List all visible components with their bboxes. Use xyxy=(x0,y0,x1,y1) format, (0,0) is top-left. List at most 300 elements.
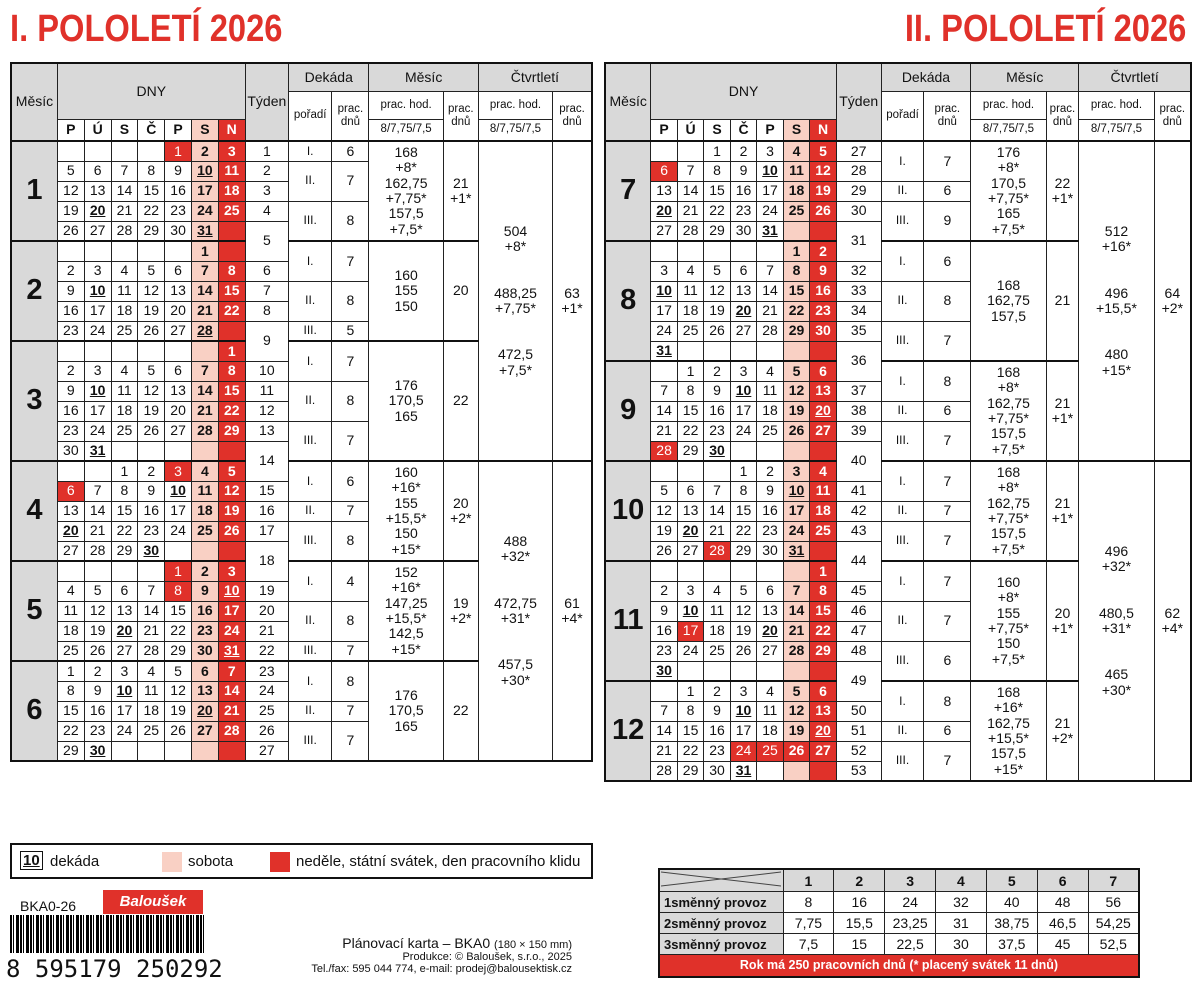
shift-value: 31 xyxy=(936,913,987,934)
day-cell xyxy=(783,661,809,681)
month-hours: 160 +16* 155 +15,5* 150 +15* xyxy=(369,461,443,561)
day-cell: 12 xyxy=(165,681,192,701)
day-cell: 6 xyxy=(677,481,703,501)
day-cell: 22 xyxy=(218,401,245,421)
day-cell: 18 xyxy=(757,401,783,421)
day-cell: 26 xyxy=(138,421,165,441)
day-cell xyxy=(138,341,165,361)
day-cell: 13 xyxy=(57,501,84,521)
day-cell: 12 xyxy=(84,601,111,621)
day-cell: 11 xyxy=(810,481,837,501)
dekada-days: 5 xyxy=(332,321,369,341)
shift-header-corner xyxy=(659,869,783,892)
day-cell: 23 xyxy=(757,521,783,541)
day-cell: 7 xyxy=(111,161,138,181)
shift-table xyxy=(658,868,1140,978)
day-cell xyxy=(783,341,809,361)
day-cell: 13 xyxy=(651,181,677,201)
day-cell: 31 xyxy=(651,341,677,361)
day-cell: 27 xyxy=(165,321,192,341)
month-days: 21 +2* xyxy=(1046,681,1079,781)
legend-dekada-label: dekáda xyxy=(50,853,100,870)
day-cell: 15 xyxy=(677,721,703,741)
day-cell: 16 xyxy=(730,181,756,201)
day-cell: 1 xyxy=(677,681,703,701)
day-cell: 14 xyxy=(138,601,165,621)
day-label: S xyxy=(783,119,809,141)
dekada-days: 8 xyxy=(924,681,971,721)
day-cell: 15 xyxy=(165,601,192,621)
barcode-icon xyxy=(10,915,206,953)
day-cell: 22 xyxy=(704,201,730,221)
day-cell: 27 xyxy=(757,641,783,661)
legend-sunday-label: neděle, státní svátek, den pracovního klidu xyxy=(296,853,581,870)
day-cell: 19 xyxy=(783,401,809,421)
day-cell: 12 xyxy=(704,281,730,301)
quarter-hours: 512 +16* 496 +15,5* 480 +15* xyxy=(1079,141,1154,461)
day-cell: 24 xyxy=(111,721,138,741)
dekada-days: 6 xyxy=(924,181,971,201)
day-cell: 30 xyxy=(730,221,756,241)
day-cell: 27 xyxy=(57,541,84,561)
dekada-days: 7 xyxy=(332,721,369,761)
day-cell: 4 xyxy=(111,361,138,381)
day-cell xyxy=(111,241,138,261)
day-cell: 12 xyxy=(810,161,837,181)
day-cell: 22 xyxy=(677,741,703,761)
day-cell: 11 xyxy=(677,281,703,301)
week-number: 47 xyxy=(836,621,881,641)
day-cell: 8 xyxy=(111,481,138,501)
day-cell: 14 xyxy=(84,501,111,521)
day-cell xyxy=(111,741,138,761)
day-cell xyxy=(651,461,677,481)
day-cell: 23 xyxy=(704,421,730,441)
day-cell: 11 xyxy=(57,601,84,621)
day-cell xyxy=(165,541,192,561)
week-number: 13 xyxy=(245,421,288,441)
day-cell: 11 xyxy=(111,281,138,301)
dekada-order: III. xyxy=(881,521,924,561)
dekada-days: 8 xyxy=(332,521,369,561)
day-cell: 12 xyxy=(730,601,756,621)
dekada-days: 9 xyxy=(924,201,971,241)
day-cell: 17 xyxy=(783,501,809,521)
week-number: 16 xyxy=(245,501,288,521)
day-cell: 10 xyxy=(677,601,703,621)
day-cell: 24 xyxy=(757,201,783,221)
day-cell xyxy=(783,561,809,581)
day-cell: 29 xyxy=(111,541,138,561)
week-number: 46 xyxy=(836,601,881,621)
day-label: P xyxy=(165,119,192,141)
day-cell: 14 xyxy=(677,181,703,201)
month-days: 20 +2* xyxy=(443,461,478,561)
day-cell: 16 xyxy=(138,501,165,521)
day-cell: 4 xyxy=(111,261,138,281)
day-cell xyxy=(138,561,165,581)
legend-sunday-swatch xyxy=(270,852,290,872)
day-cell: 1 xyxy=(191,241,218,261)
day-cell: 24 xyxy=(730,421,756,441)
day-cell: 8 xyxy=(218,361,245,381)
day-label: P xyxy=(757,119,783,141)
day-cell: 25 xyxy=(111,421,138,441)
day-cell: 23 xyxy=(730,201,756,221)
day-cell: 28 xyxy=(218,721,245,741)
month-hours: 160 155 150 xyxy=(369,241,443,341)
day-cell: 28 xyxy=(677,221,703,241)
day-cell: 30 xyxy=(757,541,783,561)
day-cell: 14 xyxy=(651,401,677,421)
day-cell: 20 xyxy=(757,621,783,641)
day-cell: 13 xyxy=(677,501,703,521)
day-label: Ú xyxy=(677,119,703,141)
dekada-days: 8 xyxy=(332,201,369,241)
dekada-order: I. xyxy=(289,241,332,281)
day-cell: 21 xyxy=(651,741,677,761)
day-cell xyxy=(84,341,111,361)
day-cell xyxy=(138,441,165,461)
day-cell xyxy=(704,341,730,361)
day-cell: 26 xyxy=(57,221,84,241)
month-number: 12 xyxy=(605,681,651,781)
day-cell: 5 xyxy=(651,481,677,501)
day-cell: 21 xyxy=(677,201,703,221)
week-number: 18 xyxy=(245,541,288,581)
dekada-days: 7 xyxy=(332,421,369,461)
month-number: 5 xyxy=(11,561,57,661)
day-cell: 9 xyxy=(165,161,192,181)
week-number: 17 xyxy=(245,521,288,541)
calendar-first-half xyxy=(10,62,593,762)
day-cell: 11 xyxy=(111,381,138,401)
week-number: 26 xyxy=(245,721,288,741)
day-cell: 16 xyxy=(165,181,192,201)
day-cell: 3 xyxy=(218,561,245,581)
day-cell xyxy=(677,241,703,261)
day-cell: 1 xyxy=(810,561,837,581)
month-number: 4 xyxy=(11,461,57,561)
day-cell: 7 xyxy=(651,701,677,721)
day-cell: 8 xyxy=(165,581,192,601)
dekada-order: II. xyxy=(881,401,924,421)
header-mesic-col: Měsíc xyxy=(971,63,1079,91)
quarter-hours: 504 +8* 488,25 +7,75* 472,5 +7,5* xyxy=(478,141,552,461)
dekada-order: III. xyxy=(881,641,924,681)
day-cell: 23 xyxy=(810,301,837,321)
day-cell xyxy=(191,541,218,561)
day-cell: 20 xyxy=(165,301,192,321)
week-number: 2 xyxy=(245,161,288,181)
dekada-order: I. xyxy=(881,361,924,401)
dekada-days: 6 xyxy=(924,401,971,421)
dekada-order: II. xyxy=(881,601,924,641)
week-number: 53 xyxy=(836,761,881,781)
dekada-days: 8 xyxy=(332,381,369,421)
day-cell: 5 xyxy=(730,581,756,601)
day-cell: 19 xyxy=(84,621,111,641)
dekada-days: 8 xyxy=(924,361,971,401)
day-cell: 12 xyxy=(783,701,809,721)
dekada-order: I. xyxy=(881,461,924,501)
day-cell: 26 xyxy=(783,421,809,441)
quarter-days: 63 +1* xyxy=(553,141,592,461)
day-cell xyxy=(757,661,783,681)
day-cell: 6 xyxy=(810,681,837,701)
day-cell: 16 xyxy=(191,601,218,621)
day-cell: 15 xyxy=(111,501,138,521)
day-cell: 1 xyxy=(111,461,138,481)
day-cell: 30 xyxy=(810,321,837,341)
day-cell: 2 xyxy=(704,361,730,381)
day-cell: 15 xyxy=(57,701,84,721)
header-tyden: Týden xyxy=(245,63,288,141)
day-cell: 5 xyxy=(138,361,165,381)
day-cell: 22 xyxy=(677,421,703,441)
day-cell: 4 xyxy=(677,261,703,281)
day-cell: 5 xyxy=(218,461,245,481)
day-cell: 16 xyxy=(704,721,730,741)
day-cell: 31 xyxy=(783,541,809,561)
header-mesic-col: Měsíc xyxy=(369,63,478,91)
day-cell: 24 xyxy=(218,621,245,641)
day-cell: 14 xyxy=(783,601,809,621)
month-days: 21 +1* xyxy=(1046,361,1079,461)
day-cell: 25 xyxy=(704,641,730,661)
dekada-order: II. xyxy=(289,381,332,421)
week-number: 3 xyxy=(245,181,288,201)
header-prac-dnu: prac. dnů xyxy=(924,91,971,141)
day-cell: 14 xyxy=(704,501,730,521)
day-cell: 23 xyxy=(165,201,192,221)
week-number: 22 xyxy=(245,641,288,661)
shift-value: 16 xyxy=(834,892,885,913)
day-cell: 17 xyxy=(677,621,703,641)
day-cell: 30 xyxy=(191,641,218,661)
day-cell: 3 xyxy=(677,581,703,601)
day-cell: 2 xyxy=(191,141,218,161)
day-cell: 6 xyxy=(111,581,138,601)
header-dekada: Dekáda xyxy=(289,63,369,91)
day-cell xyxy=(84,461,111,481)
month-days: 20 xyxy=(443,241,478,341)
day-cell xyxy=(165,441,192,461)
day-cell: 16 xyxy=(57,401,84,421)
day-cell: 3 xyxy=(783,461,809,481)
day-cell: 26 xyxy=(651,541,677,561)
day-cell: 20 xyxy=(677,521,703,541)
day-cell: 19 xyxy=(138,301,165,321)
week-number: 25 xyxy=(245,701,288,721)
day-cell: 2 xyxy=(57,261,84,281)
dekada-order: I. xyxy=(881,141,924,181)
legend-saturday-label: sobota xyxy=(188,853,234,870)
day-cell: 23 xyxy=(57,421,84,441)
week-number: 8 xyxy=(245,301,288,321)
day-cell: 30 xyxy=(84,741,111,761)
day-cell: 29 xyxy=(677,761,703,781)
shift-col: 1 xyxy=(783,869,834,892)
header-prac-dnu: prac. dnů xyxy=(1046,91,1079,141)
day-cell: 25 xyxy=(783,201,809,221)
week-number: 45 xyxy=(836,581,881,601)
dekada-order: III. xyxy=(881,741,924,781)
day-cell: 18 xyxy=(677,301,703,321)
week-number: 49 xyxy=(836,661,881,701)
day-cell: 20 xyxy=(191,701,218,721)
day-cell: 7 xyxy=(757,261,783,281)
week-number: 29 xyxy=(836,181,881,201)
day-cell: 20 xyxy=(84,201,111,221)
day-cell: 12 xyxy=(783,381,809,401)
dekada-days: 7 xyxy=(924,741,971,781)
header-dny: DNY xyxy=(651,63,836,119)
day-cell: 21 xyxy=(783,621,809,641)
dekada-days: 6 xyxy=(924,641,971,681)
dekada-days: 7 xyxy=(332,161,369,201)
shift-value: 8 xyxy=(783,892,834,913)
header-prac-dnu: prac. dnů xyxy=(553,91,592,141)
header-dekada: Dekáda xyxy=(881,63,971,91)
month-hours: 168 +16* 162,75 +15,5* 157,5 +15* xyxy=(971,681,1046,781)
day-cell: 31 xyxy=(757,221,783,241)
dekada-order: III. xyxy=(881,321,924,361)
day-cell xyxy=(57,461,84,481)
dekada-order: III. xyxy=(289,641,332,661)
day-cell: 26 xyxy=(165,721,192,741)
day-cell xyxy=(191,441,218,461)
day-cell: 31 xyxy=(191,221,218,241)
header-prac-hod: prac. hod. xyxy=(1079,91,1154,119)
day-cell: 6 xyxy=(84,161,111,181)
day-cell: 18 xyxy=(191,501,218,521)
quarter-hours: 496 +32* 480,5 +31* 465 +30* xyxy=(1079,461,1154,781)
day-cell: 26 xyxy=(783,741,809,761)
day-cell: 20 xyxy=(810,401,837,421)
shift-value: 7,5 xyxy=(783,934,834,955)
day-cell: 6 xyxy=(651,161,677,181)
day-cell: 1 xyxy=(677,361,703,381)
day-cell: 5 xyxy=(165,661,192,681)
month-number: 7 xyxy=(605,141,651,241)
month-number: 2 xyxy=(11,241,57,341)
day-cell: 22 xyxy=(165,621,192,641)
dekada-days: 8 xyxy=(332,661,369,701)
day-cell: 17 xyxy=(111,701,138,721)
day-cell: 8 xyxy=(138,161,165,181)
day-cell xyxy=(704,661,730,681)
day-cell: 16 xyxy=(651,621,677,641)
day-cell: 3 xyxy=(84,261,111,281)
day-cell: 18 xyxy=(704,621,730,641)
dekada-order: III. xyxy=(289,421,332,461)
day-cell: 23 xyxy=(191,621,218,641)
day-cell: 25 xyxy=(757,421,783,441)
day-cell xyxy=(651,241,677,261)
day-cell: 11 xyxy=(138,681,165,701)
week-number: 38 xyxy=(836,401,881,421)
month-hours: 176 170,5 165 xyxy=(369,341,443,461)
day-cell: 23 xyxy=(84,721,111,741)
dekada-order: I. xyxy=(289,141,332,161)
month-days: 19 +2* xyxy=(443,561,478,661)
day-cell xyxy=(704,561,730,581)
header-mesic: Měsíc xyxy=(605,63,651,141)
day-cell: 11 xyxy=(757,381,783,401)
day-cell: 18 xyxy=(783,181,809,201)
day-cell: 22 xyxy=(138,201,165,221)
shift-col: 4 xyxy=(936,869,987,892)
day-cell: 19 xyxy=(57,201,84,221)
quarter-days: 64 +2* xyxy=(1154,141,1191,461)
day-cell: 21 xyxy=(191,301,218,321)
day-cell xyxy=(191,341,218,361)
dekada-order: III. xyxy=(289,721,332,761)
month-hours: 160 +8* 155 +7,75* 150 +7,5* xyxy=(971,561,1046,681)
day-label: N xyxy=(218,119,245,141)
day-cell: 20 xyxy=(165,401,192,421)
day-cell xyxy=(218,441,245,461)
day-cell: 22 xyxy=(730,521,756,541)
day-cell: 1 xyxy=(165,141,192,161)
day-label: P xyxy=(651,119,677,141)
day-cell xyxy=(651,361,677,381)
week-number: 41 xyxy=(836,481,881,501)
dekada-order: II. xyxy=(881,501,924,521)
day-cell: 10 xyxy=(165,481,192,501)
day-cell: 26 xyxy=(730,641,756,661)
day-cell: 10 xyxy=(111,681,138,701)
week-number: 11 xyxy=(245,381,288,401)
day-cell: 28 xyxy=(84,541,111,561)
month-hours: 168 +8* 162,75 +7,75* 157,5 +7,5* xyxy=(369,141,443,241)
day-cell: 8 xyxy=(730,481,756,501)
day-cell: 25 xyxy=(138,721,165,741)
day-cell xyxy=(757,341,783,361)
day-cell xyxy=(165,241,192,261)
shift-value: 54,25 xyxy=(1088,913,1139,934)
day-cell: 28 xyxy=(138,641,165,661)
month-days: 21 xyxy=(1046,241,1079,361)
day-cell: 13 xyxy=(111,601,138,621)
day-cell: 24 xyxy=(677,641,703,661)
day-cell: 20 xyxy=(111,621,138,641)
day-cell: 9 xyxy=(704,381,730,401)
dekada-order: III. xyxy=(289,201,332,241)
day-cell: 2 xyxy=(757,461,783,481)
day-cell xyxy=(138,241,165,261)
legend-saturday-swatch xyxy=(162,852,182,872)
producer: Produkce: © Baloušek, s.r.o., 2025 xyxy=(402,951,572,963)
working-days-note: Rok má 250 pracovních dnů (* placený svátek 11 dnů) xyxy=(659,955,1139,977)
title-first-half: I. POLOLETÍ 2026 xyxy=(10,8,283,50)
week-number: 43 xyxy=(836,521,881,541)
header-tyden: Týden xyxy=(836,63,881,141)
week-number: 44 xyxy=(836,541,881,581)
month-days: 22 xyxy=(443,661,478,761)
month-days: 21 +1* xyxy=(1046,461,1079,561)
day-cell: 10 xyxy=(84,281,111,301)
dekada-days: 4 xyxy=(332,561,369,601)
day-cell: 30 xyxy=(165,221,192,241)
day-cell: 20 xyxy=(57,521,84,541)
week-number: 50 xyxy=(836,701,881,721)
day-cell xyxy=(810,441,837,461)
dekada-order: II. xyxy=(881,721,924,741)
day-cell: 13 xyxy=(810,381,837,401)
day-cell: 5 xyxy=(783,361,809,381)
